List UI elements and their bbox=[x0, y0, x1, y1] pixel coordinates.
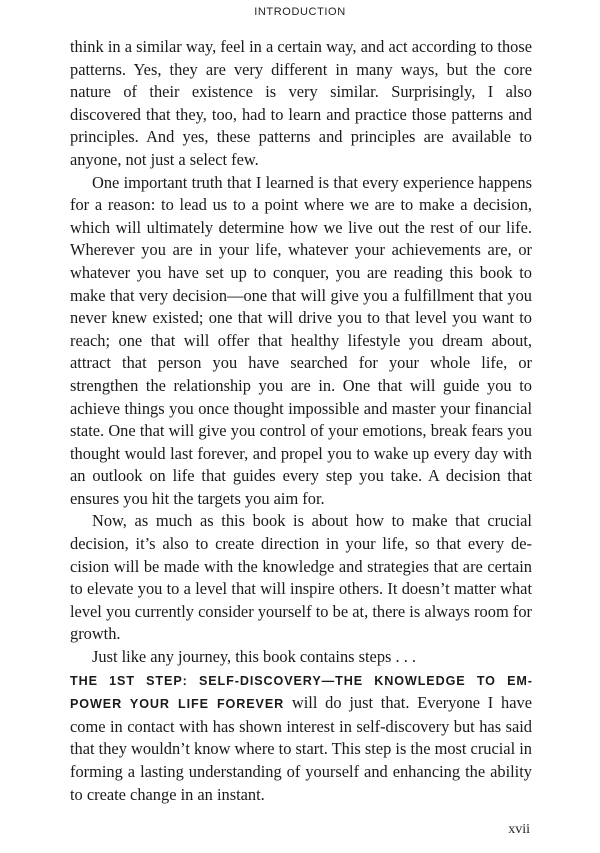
paragraph-crucial-decision: Now, as much as this book is about how to make that crucial decision, it’s also to create direction in your life, so that every decision will be made with the knowledge and strategies that are certain to elevate you to a level that will inspire others. It doesn’t matter what level you currently consider yourself to be at, there is always room for growth. bbox=[70, 511, 532, 644]
step-title: THE 1ST STEP: SELF-DISCOVERY—THE KNOWLEDGE TO EMPOWER YOUR LIFE FOREVER bbox=[70, 673, 532, 712]
paragraph-journey-steps: Just like any journey, this book contains steps . . . bbox=[92, 647, 416, 667]
page-number: xvii bbox=[508, 822, 530, 837]
paragraph-first-step bbox=[70, 669, 532, 807]
running-head: INTRODUCTION bbox=[254, 6, 346, 18]
page-body bbox=[70, 36, 532, 806]
paragraph-continuation: think in a similar way, feel in a certain way, and act according to those patterns. Yes, they are very different in many ways, but the core nature of their existence is very similar. Surprisingly, I also discovered that they, too, had to learn and practice those patterns and principles. And yes, these patterns and principles are available to anyone, not just a select few. bbox=[70, 37, 532, 169]
paragraph-important-truth: One important truth that I learned is that every experience happens for a reason: to lead us to a point where we are to make a decision, which will ultimately determine how we live out the rest of our life. Wherever you are in your life, whatever your achievements are, or whatever you have set up to conquer, you are reading this book to make that very decision—one that will give you a fulfillment that you never knew existed; one that will drive you to that level you want to reach; one that will offer that healthy lifestyle you dream about, attract that person you have searched for your whole life, or strengthen the relationship you are in. One that will guide you to achieve things you once thought impossible and master your financial state. One that will give you control of your emotions, break fears you thought would last forever, and propel you to wake up every day with an outlook on life that guides every step you take. A decision that ensures you hit the targets you aim for. bbox=[70, 172, 532, 508]
step-description: will do just that. Everyone I have come in contact with has shown interest in self-discovery but has said that they wouldn’t know where to start. This step is the most crucial in forming a lasting understanding of yourself and enhancing the ability to create change in an instant. bbox=[70, 693, 532, 804]
